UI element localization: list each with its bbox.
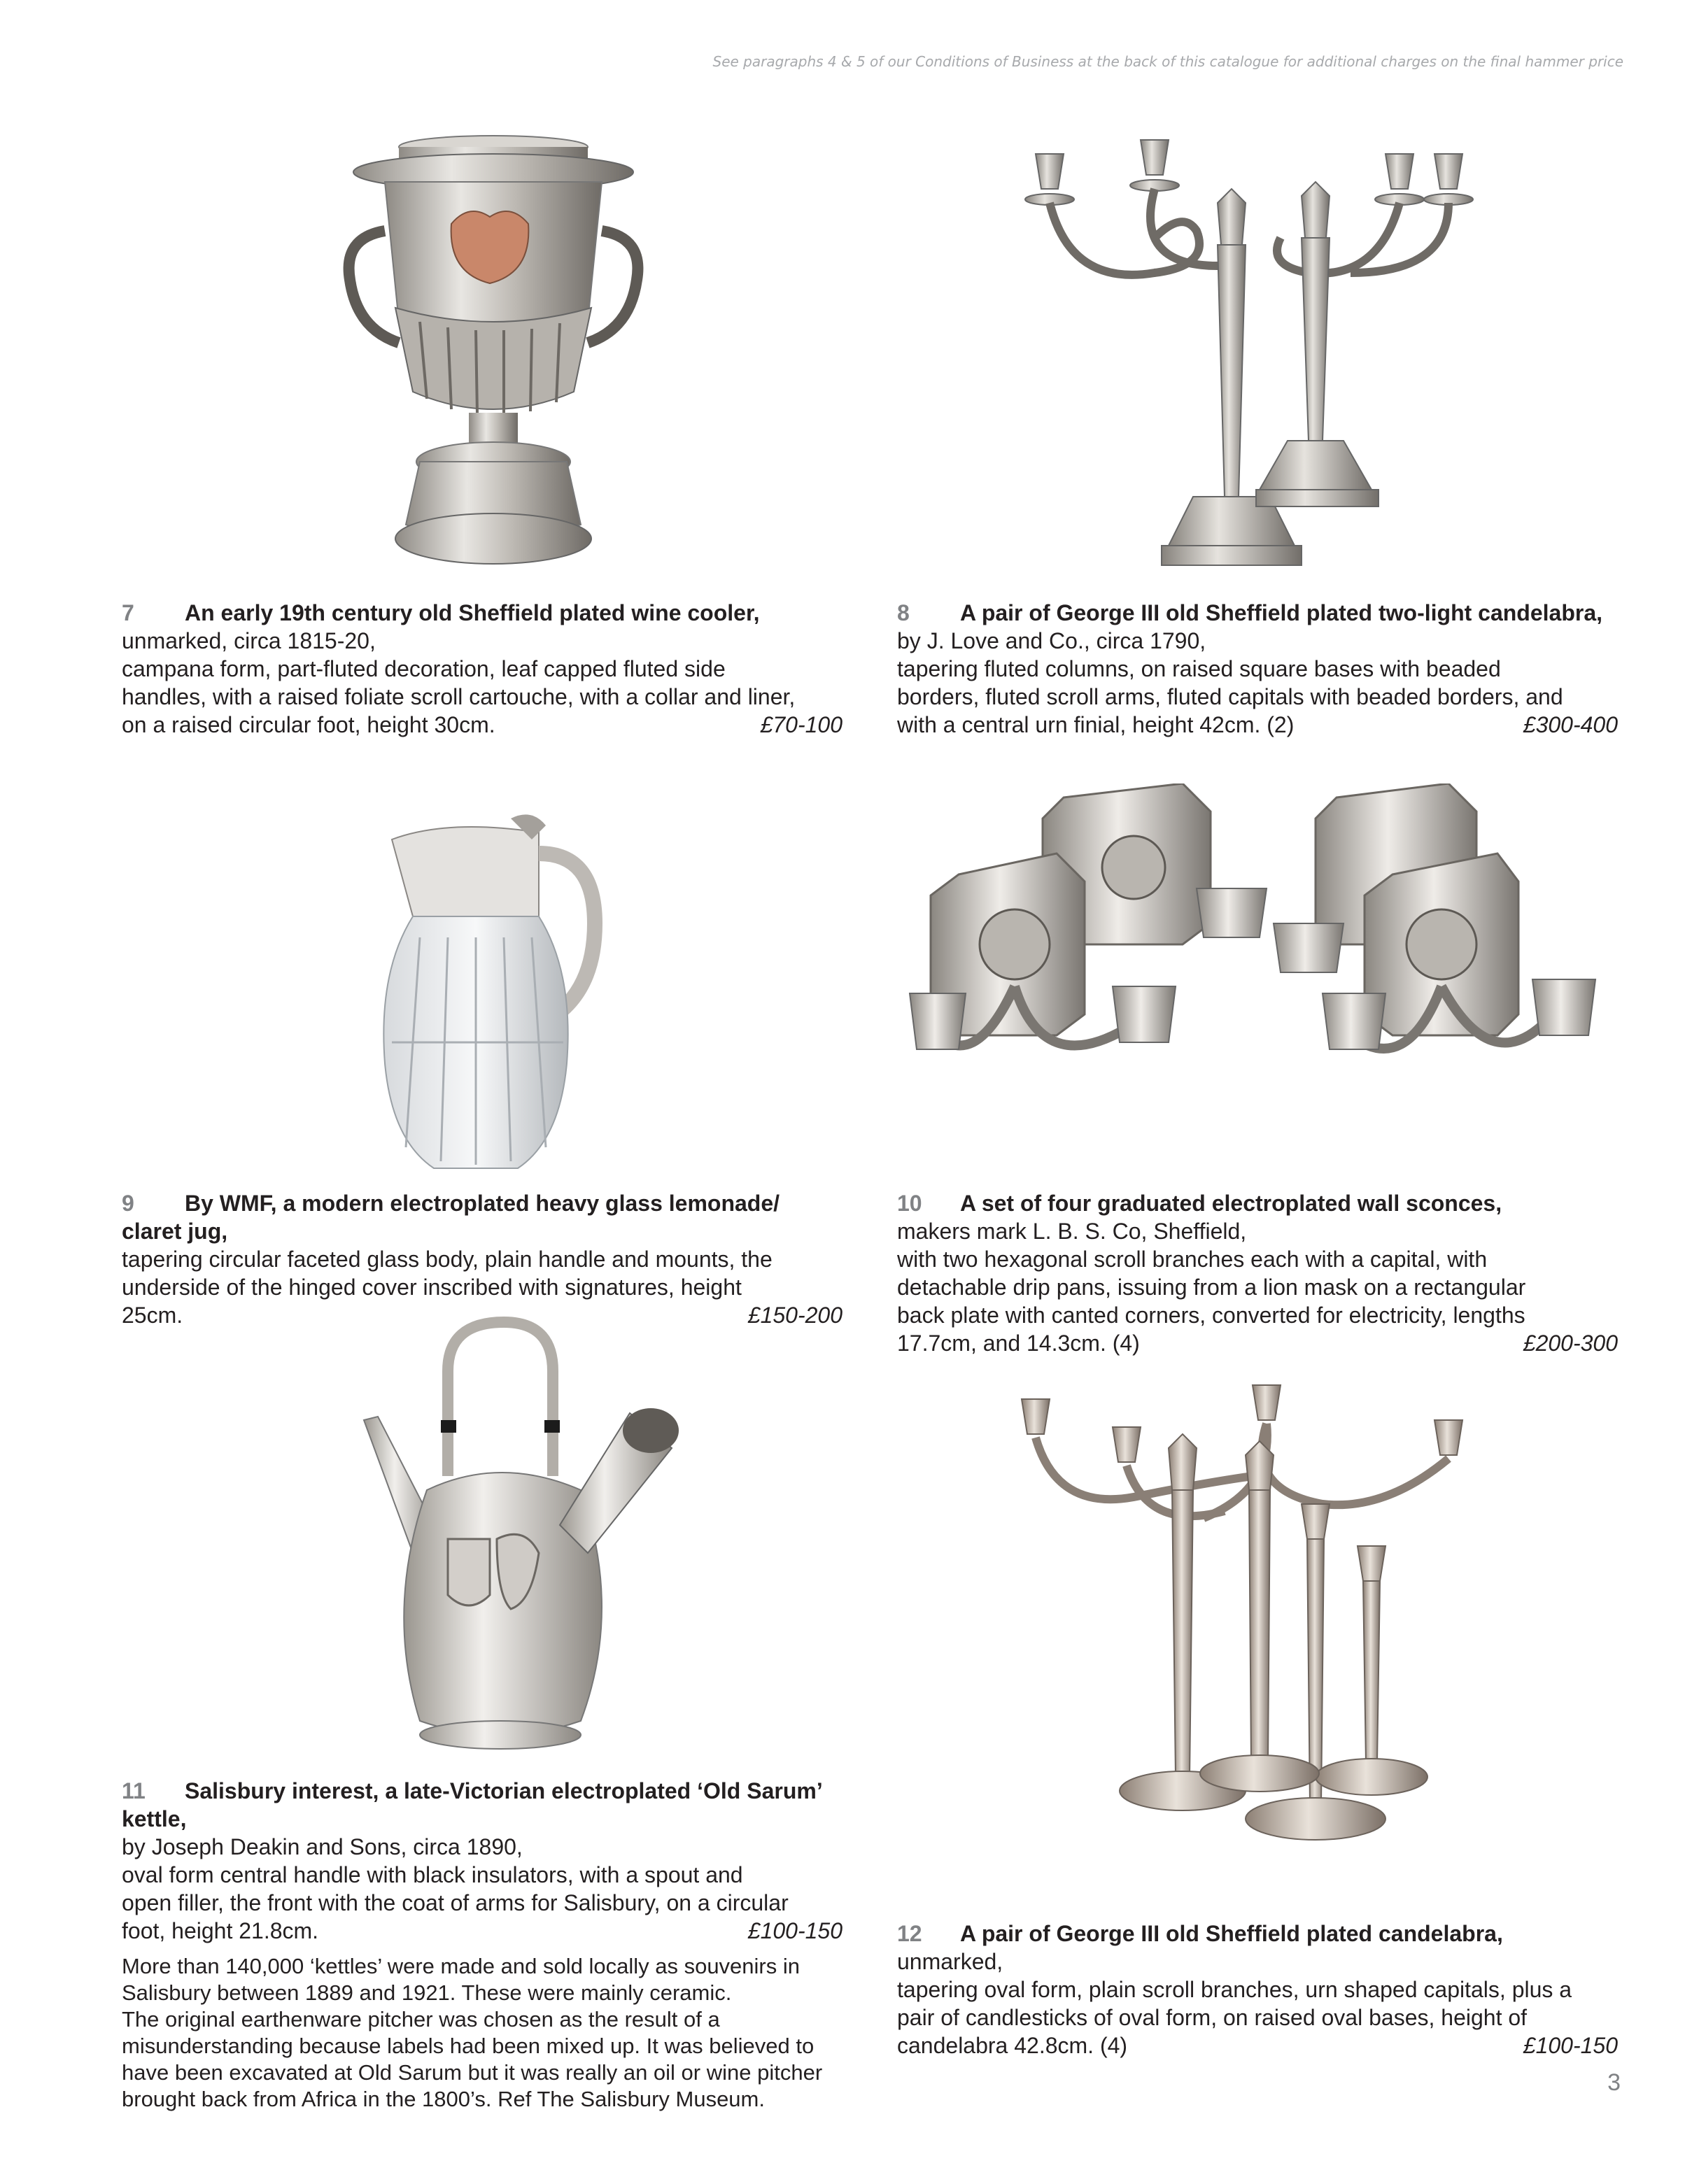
lot-number: 8 [897,600,910,625]
lot-estimate: £100-150 [747,1918,843,1943]
lot-11-historical-note [122,1953,843,2113]
lot-title-continued: claret jug, [122,1219,228,1244]
lot-description-line: campana form, part-fluted decoration, leaf capped fluted side [122,656,726,681]
lot-description-line: detachable drip pans, issuing from a lion mask on a rectangular [897,1275,1526,1300]
lot-estimate: £70-100 [760,712,843,737]
lot-title: An early 19th century old Sheffield plated wine cooler, [185,600,760,625]
lot-description-line: 25cm. [122,1303,183,1328]
lot-description-line: unmarked, [897,1949,1003,1974]
lot-8-heading [897,599,1618,627]
note-line: The original earthenware pitcher was chosen as the result of a [122,2007,720,2031]
lot-estimate: £100-150 [1523,2033,1618,2058]
note-line: brought back from Africa in the 1800’s. Ref The Salisbury Museum. [122,2087,765,2111]
kettle-photo [343,1315,693,1763]
lot-description-line: pair of candlesticks of oval form, on raised oval bases, height of [897,2005,1528,2030]
lot-7-heading [122,599,843,627]
lot-estimate: £150-200 [747,1303,843,1328]
lot-description-line: handles, with a raised foliate scroll cartouche, with a collar and liner, [122,684,796,709]
lot-description-line: underside of the hinged cover inscribed with signatures, height [122,1275,742,1300]
lot-7 [122,599,843,739]
lot-title: A set of four graduated electroplated wall sconces, [960,1191,1502,1216]
lot-title: A pair of George III old Sheffield plated candelabra, [960,1921,1503,1946]
lot-12 [897,1920,1618,2059]
lot-8 [897,599,1618,739]
lot-estimate: £200-300 [1523,1331,1618,1356]
lot-description-line: 17.7cm, and 14.3cm. (4) [897,1331,1140,1356]
lot-9-heading [122,1189,843,1217]
lot-number: 10 [897,1191,922,1216]
lot-11 [122,1777,843,1945]
candelabra-pair-photo [1015,133,1497,574]
lot-description-line: by Joseph Deakin and Sons, circa 1890, [122,1834,523,1859]
lot-number: 7 [122,600,134,625]
page-number: 3 [1607,2069,1621,2096]
note-line: Salisbury between 1889 and 1921. These were mainly ceramic. [122,1980,732,2005]
lot-description-line: oval form central handle with black insulators, with a spout and [122,1862,743,1887]
lot-number: 9 [122,1191,134,1216]
lot-number: 12 [897,1921,922,1946]
lot-11-heading [122,1777,843,1805]
lot-title: A pair of George III old Sheffield plated two-light candelabra, [960,600,1603,625]
lot-12-heading [897,1920,1618,1948]
lot-description-line: with a central urn finial, height 42cm. (2) [897,712,1295,737]
lot-number: 11 [122,1778,146,1803]
lot-description-line: candelabra 42.8cm. (4) [897,2033,1128,2058]
wine-cooler-photo [329,133,658,581]
glass-jug-photo [364,811,630,1175]
note-line: More than 140,000 ‘kettles’ were made and sold locally as souvenirs in [122,1954,800,1978]
lot-10-heading [897,1189,1618,1217]
lot-estimate: £300-400 [1523,712,1618,737]
lot-10 [897,1189,1618,1357]
lot-description-line: tapering fluted columns, on raised square bases with beaded [897,656,1501,681]
lot-description-line: foot, height 21.8cm. [122,1918,319,1943]
note-line: have been excavated at Old Sarum but it was really an oil or wine pitcher [122,2060,823,2085]
lot-description-line: with two hexagonal scroll branches each with a capital, with [897,1247,1488,1272]
lot-description-line: unmarked, circa 1815-20, [122,628,376,653]
lot-9 [122,1189,843,1329]
lot-description-line: tapering circular faceted glass body, plain handle and mounts, the [122,1247,773,1272]
lot-description-line: on a raised circular foot, height 30cm. [122,712,495,737]
lot-title: Salisbury interest, a late-Victorian electroplated ‘Old Sarum’ [185,1778,823,1803]
note-line: misunderstanding because labels had been mixed up. It was believed to [122,2034,815,2058]
lot-description-line: borders, fluted scroll arms, fluted capitals with beaded borders, and [897,684,1563,709]
lot-description-line: makers mark L. B. S. Co, Sheffield, [897,1219,1247,1244]
candelabra-candlesticks-photo [994,1371,1497,1875]
lot-title: By WMF, a modern electroplated heavy glass lemonade/ [185,1191,780,1216]
wall-sconces-photo [903,783,1609,1175]
lot-title-continued: kettle, [122,1806,187,1831]
lot-description-line: open filler, the front with the coat of arms for Salisbury, on a circular [122,1890,789,1915]
lot-description-line: tapering oval form, plain scroll branches, urn shaped capitals, plus a [897,1977,1572,2002]
lot-description-line: by J. Love and Co., circa 1790, [897,628,1206,653]
conditions-note: See paragraphs 4 & 5 of our Conditions of Business at the back of this catalogue for additional charges on the final hammer price [712,53,1623,70]
lot-description-line: back plate with canted corners, converted for electricity, lengths [897,1303,1525,1328]
